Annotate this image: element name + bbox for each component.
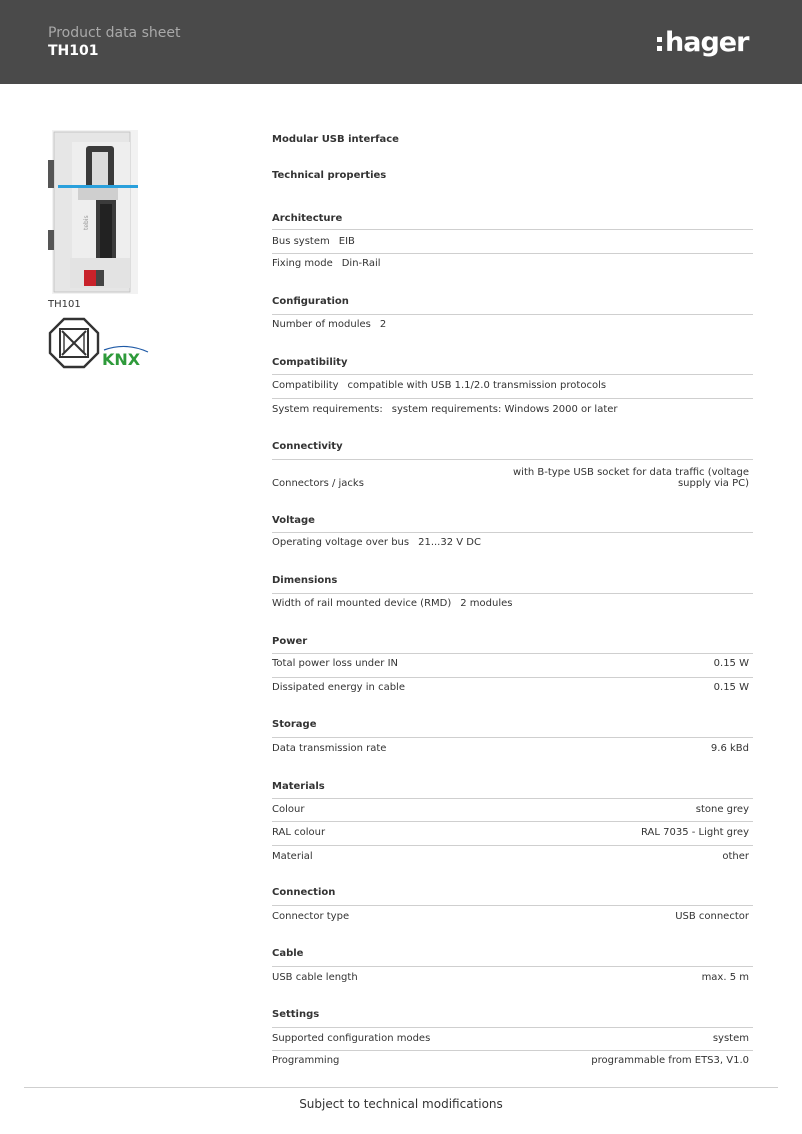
section-title-connection: Connection xyxy=(272,887,336,898)
row-label: Programming xyxy=(272,1055,340,1066)
row-label: Connector type xyxy=(272,911,350,922)
divider xyxy=(272,229,753,230)
divider xyxy=(272,966,753,967)
table-row xyxy=(272,464,749,489)
section-title-storage: Storage xyxy=(272,719,317,730)
knx-logo-text: KNX xyxy=(102,350,141,368)
row-value: 0.15 W xyxy=(713,658,749,669)
section-title-compatibility: Compatibility xyxy=(272,357,348,368)
row-label: Bus system xyxy=(272,236,330,247)
divider xyxy=(272,821,753,822)
table-row xyxy=(272,743,749,754)
table-row xyxy=(272,804,749,815)
row-label: Width of rail mounted device (RMD) xyxy=(272,598,452,609)
section-title-configuration: Configuration xyxy=(272,296,349,307)
row-value-line: with B-type USB socket for data traffic (voltage xyxy=(512,467,749,478)
section-title-dimensions: Dimensions xyxy=(272,575,338,586)
logo-wordmark: hager xyxy=(665,26,749,58)
row-label: Dissipated energy in cable xyxy=(272,682,405,693)
product-caption: TH101 xyxy=(48,299,81,310)
table-row xyxy=(272,319,749,330)
divider xyxy=(272,1027,753,1028)
divider xyxy=(272,374,753,375)
row-value: stone grey xyxy=(695,804,749,815)
row-value: compatible with USB 1.1/2.0 transmission protocols xyxy=(347,380,607,391)
row-value: USB connector xyxy=(675,911,749,922)
table-row xyxy=(272,658,749,669)
row-value: 2 modules xyxy=(460,598,513,609)
table-row xyxy=(272,258,749,269)
row-value: system xyxy=(712,1033,749,1044)
divider xyxy=(272,532,753,533)
divider xyxy=(272,593,753,594)
row-value: EIB xyxy=(338,236,355,247)
divider xyxy=(272,1050,753,1051)
table-row xyxy=(272,1055,749,1066)
divider xyxy=(272,905,753,906)
row-value: other xyxy=(722,851,749,862)
table-row xyxy=(272,851,749,862)
row-label: Material xyxy=(272,851,313,862)
knx-logo-icon xyxy=(100,344,152,368)
section-title-settings: Settings xyxy=(272,1009,320,1020)
product-image xyxy=(48,130,142,294)
section-title-connectivity: Connectivity xyxy=(272,441,343,452)
footer-note: Subject to technical modifications xyxy=(299,1097,503,1111)
row-value: 9.6 kBd xyxy=(710,743,749,754)
divider xyxy=(272,314,753,315)
row-label: Data transmission rate xyxy=(272,743,387,754)
table-row xyxy=(272,236,749,247)
product-code: TH101 xyxy=(48,43,99,59)
footer-divider xyxy=(24,1087,778,1088)
row-label: System requirements: xyxy=(272,404,383,415)
section-title-power: Power xyxy=(272,636,308,647)
table-row xyxy=(272,972,749,983)
row-label: RAL colour xyxy=(272,827,326,838)
row-value: max. 5 m xyxy=(701,972,749,983)
hager-logo xyxy=(657,24,748,60)
row-value: 2 xyxy=(379,319,387,330)
row-value: programmable from ETS3, V1.0 xyxy=(591,1055,749,1066)
row-value: RAL 7035 - Light grey xyxy=(641,827,749,838)
row-label: Operating voltage over bus xyxy=(272,537,410,548)
divider xyxy=(272,737,753,738)
table-row xyxy=(272,682,749,693)
row-label: Compatibility xyxy=(272,380,339,391)
section-title-cable: Cable xyxy=(272,948,304,959)
table-row xyxy=(272,537,749,548)
divider xyxy=(272,653,753,654)
table-row xyxy=(272,1033,749,1044)
row-label: Colour xyxy=(272,804,305,815)
section-title-voltage: Voltage xyxy=(272,515,315,526)
table-row xyxy=(272,911,749,922)
row-value: Din-Rail xyxy=(341,258,381,269)
bowtie-certification-icon xyxy=(48,317,100,369)
divider xyxy=(272,459,753,460)
row-label: Total power loss under IN xyxy=(272,658,399,669)
divider xyxy=(272,253,753,254)
table-row xyxy=(272,404,749,415)
logo-dots-icon xyxy=(657,35,662,53)
document-type: Product data sheet xyxy=(48,25,181,41)
section-title-architecture: Architecture xyxy=(272,213,343,224)
table-row xyxy=(272,827,749,838)
row-value: 0.15 W xyxy=(713,682,749,693)
row-label: Supported configuration modes xyxy=(272,1033,431,1044)
row-label: Number of modules xyxy=(272,319,371,330)
divider xyxy=(272,398,753,399)
divider xyxy=(272,677,753,678)
row-value xyxy=(513,467,749,489)
row-label: Connectors / jacks xyxy=(272,478,364,489)
table-row xyxy=(272,380,749,391)
row-value: system requirements: Windows 2000 or later xyxy=(391,404,618,415)
technical-properties-heading: Technical properties xyxy=(272,170,387,181)
section-title-materials: Materials xyxy=(272,781,325,792)
row-label: Fixing mode xyxy=(272,258,333,269)
table-row xyxy=(272,598,749,609)
device-brand-text: tebis xyxy=(83,215,90,230)
row-value: 21...32 V DC xyxy=(418,537,481,548)
product-title: Modular USB interface xyxy=(272,134,399,145)
divider xyxy=(272,798,753,799)
row-label: USB cable length xyxy=(272,972,358,983)
row-value-line: supply via PC) xyxy=(677,478,749,489)
divider xyxy=(272,845,753,846)
page-header xyxy=(0,0,802,84)
